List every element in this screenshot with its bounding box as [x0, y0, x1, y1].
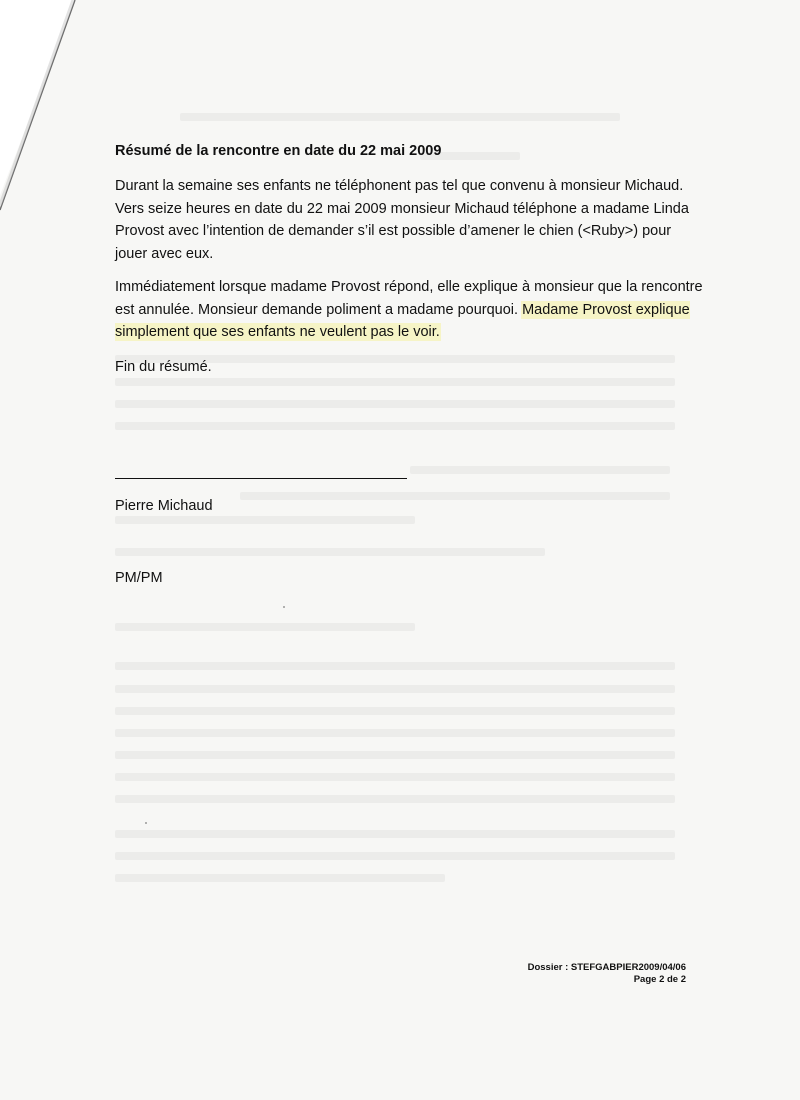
bleed-through-text	[115, 795, 675, 803]
bleed-through-text	[115, 751, 675, 759]
paragraph-cancellation	[115, 276, 705, 344]
bleed-through-text	[410, 466, 670, 474]
bleed-through-text	[115, 874, 445, 882]
bleed-through-text	[115, 378, 675, 386]
signer-initials: PM/PM	[115, 570, 163, 586]
bleed-through-text	[115, 548, 545, 556]
bleed-through-text	[115, 662, 675, 670]
signer-name: Pierre Michaud	[115, 498, 213, 514]
bleed-through-text	[115, 707, 675, 715]
highlighted-sentence: Madame Provost explique simplement que ses enfants ne veulent pas le voir.	[115, 301, 690, 340]
bleed-through-text	[115, 773, 675, 781]
signature-line	[115, 478, 407, 479]
document-title: Résumé de la rencontre en date du 22 mai 2009	[115, 143, 442, 159]
bleed-through-text	[115, 623, 415, 631]
bleed-through-text	[115, 516, 415, 524]
bleed-through-text	[115, 729, 675, 737]
bleed-through-text	[115, 830, 675, 838]
paragraph-end: Fin du résumé.	[115, 359, 212, 375]
bleed-through-text	[180, 113, 620, 121]
scan-speck	[283, 606, 285, 608]
scan-speck	[145, 822, 147, 824]
bleed-through-text	[115, 685, 675, 693]
bleed-through-text	[115, 422, 675, 430]
bleed-through-text	[115, 400, 675, 408]
page-footer	[528, 962, 686, 986]
page-number: Page 2 de 2	[633, 974, 686, 985]
paragraph-cancellation-text: Immédiatement lorsque madame Provost répond, elle explique à monsieur que la rencontre est annulée. Monsieur demande poliment a madame pourquoi.	[115, 279, 703, 318]
bleed-through-text	[240, 492, 670, 500]
paragraph-call: Durant la semaine ses enfants ne téléphonent pas tel que convenu à monsieur Michaud. Vers seize heures en date du 22 mai 2009 monsieur Michaud téléphone a madame Linda Provost avec l’intention de demander s’il est possible d’amener le chien (<Ruby>) pour jouer avec eux.	[115, 178, 689, 262]
dossier-reference: Dossier : STEFGABPIER2009/04/06	[527, 962, 686, 973]
bleed-through-text	[115, 852, 675, 860]
